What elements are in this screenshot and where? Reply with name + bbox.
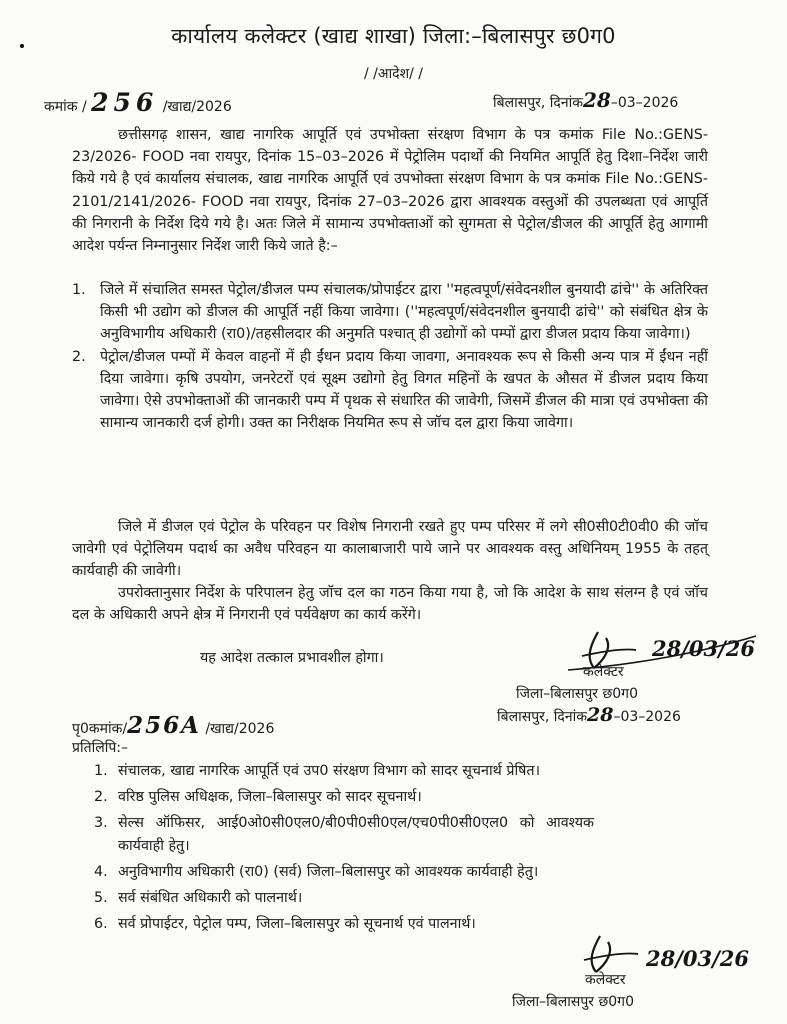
order-date-prefix: बिलासपुर, दिनांक [493,95,583,111]
directive-item [72,279,708,346]
copy-to-text: सेल्स ऑफिसर, आई0ओ0सी0एल0/बी0पी0सी0एल/एच0पी0सी0एल0 को आवश्यक कार्यवाही हेतु। [118,815,594,854]
order-number-line: कमांक / 256 /खाद्य/2026 [44,88,232,117]
order-date-day-handwritten: 28 [583,88,611,112]
intro-paragraph [72,124,708,257]
directive-list [72,279,708,434]
copy-to-item [94,812,694,856]
directive-text: पेट्रोल/डीजल पम्पों में केवल वाहनों में ही ईंधन प्रदाय किया जावगा, अनावश्यक रूप से किसी अन्य पात्र में ईंधन नहीं दिया जावेगा। कृषि उपयोग, जनरेटरों एवं सूक्ष्म उद्योगो हेतु विगत महिनों के खपत के औसत में डीजल प्रदाय किया जावेगा। ऐसे उपभोक्ताओं की जानकारी पम्प में पृथक से संधारित की जावेगी, जिसमें डीजल की मात्रा एवं उपभोक्ता की सामान्य जानकारी दर्ज होगी। उक्त का निरीक्षक नियमित रूप से जॉच दल द्वारा किया जावेगा। [100,348,708,432]
directive-text: जिले में संचालित समस्त पेट्रोल/डीजल पम्प संचालक/प्रोपाईटर द्वारा ''महत्वपूर्ण/संवेदनशील बुनयादी ढांचे'' के अतिरिक्त किसी भी उद्योग को डीजल की आपूर्ति नहीं किया जावेगा। (''महत्वपूर्ण/संवेदनशील बुनयादी ढांचे'' को संबंधित क्षेत्र के अनुविभागीय अधिकारी (रा0)/तहसीलदार की अनुमति पश्चात् ही उद्योगों को पम्पों द्वारा डीजल प्रदाय किया जावेगा।) [100,282,708,343]
office-title: कार्यालय कलेक्टर (खाद्य शाखा) जिला:–बिलासपुर छ0ग0 [171,24,616,48]
order-number-handwritten: 256 [91,88,159,117]
order-number-suffix: /खाद्य/2026 [162,99,232,115]
endorsement-number-line [72,712,274,739]
directive-number: 2. [72,348,86,365]
copy-to-number: 1. [94,763,108,779]
order-date-suffix: –03–2026 [610,95,679,111]
signature-2-handwritten-date: 28/03/26 [646,946,750,971]
copy-to-text: सर्व प्रोपाईटर, पेट्रोल पम्प, जिला–बिलासपुर को सूचनार्थ एवं पालनार्थ। [118,916,476,933]
signature-2-designation: कलेक्टर [585,972,626,988]
copy-to-number: 5. [94,890,108,907]
endorsement-date-line [497,704,681,726]
endorsement-date-day-handwritten: 28 [587,704,614,726]
copy-to-list [94,760,694,939]
copy-to-text: वरिष्ठ पुलिस अधिक्षक, जिला–बिलासपुर को सादर सूचनार्थ। [118,789,422,806]
order-date-line [493,88,678,112]
signature-1-handwritten-date: 28/03/26 [652,636,756,661]
intro-paragraph-text: छत्तीसगढ़ शासन, खाद्य नागरिक आपूर्ति एवं उपभोक्ता संरक्षण विभाग के पत्र कमांक File No.:GENS-23/2026- FOOD नवा रायपुर, दिनांक 15–03–2026 में पेट्रोलिम पदार्थो की नियमित आपूर्ति हेतु दिशा–निर्देश जारी किये गये है एवं कार्यालय संचालक, खाद्य नागरिक आपूर्ति एवं उपभोक्ता संरक्षण विभाग के पत्र कमांक File No.:GENS-2101/2141/2026- FOOD नवा रायपुर, दिनांक 27–03–2026 द्वारा आवश्यक वस्तुओं की उपलब्धता एवं आपूर्ति की निगरानी के निर्देश दिये गये है। अतः जिले में सामान्य उपभोक्ताओं को सुगमता से पेट्रोल/डीजल की आपूर्ति हेतु आगामी आदेश पर्यन्त निम्नानुसार निर्देश जारी किये जाते है:– [72,127,708,255]
copy-to-item [94,760,694,782]
inspection-team-paragraph-text: उपरोक्तानुसार निर्देश के परिपालन हेतु जॉच दल का गठन किया गया है, जो कि आदेश के साथ संलग्न है एवं जॉच दल के अधिकारी अपने क्षेत्र में निगरानी एवं पर्यवेक्षण का कार्य करेंगे। [72,585,708,624]
surveillance-paragraph [72,516,708,583]
directive-item [72,346,708,435]
endorsement-number-handwritten: 256A [127,712,201,739]
signature-1-designation: कलेक्टर [583,664,624,680]
copy-to-text: संचालक, खाद्य नागरिक आपूर्ति एवं उप0 संरक्षण विभाग को सादर सूचनार्थ प्रेषित। [118,763,540,779]
copy-to-item [94,786,694,808]
endorsement-number-suffix: /खाद्य/2026 [205,721,275,737]
effective-statement: यह आदेश तत्काल प्रभावशील होगा। [200,650,384,666]
inspection-team-paragraph [72,582,708,626]
order-heading: / /आदेश/ / [363,66,424,82]
surveillance-paragraph-text: जिले में डीजल एवं पेट्रोल के परिवहन पर विशेष निगरानी रखते हुए पम्प परिसर में लगे सी0सी0टी0वी0 की जॉच जावेगी एवं पेट्रोलियम पदार्थ का अवैध परिवहन या कालाबाजारी पाये जाने पर आवश्यक वस्तु अधिनियम् 1955 के तहत् कार्यवाही की जावेगी। [72,519,708,580]
signature-1-district: जिला–बिलासपुर छ0ग0 [516,686,638,702]
copy-to-text: सर्व संबंधित अधिकारी को पालनार्थ। [118,890,303,907]
copy-to-number: 3. [94,815,108,832]
copy-to-text: अनुविभागीय अधिकारी (रा0) (सर्व) जिला–बिलासपुर को आवश्यक कार्यवाही हेतु। [118,863,539,880]
copy-to-number: 6. [94,916,108,933]
order-number-prefix: कमांक [44,99,78,115]
endorsement-date-suffix: –03–2026 [613,709,681,725]
copy-to-item [94,887,694,909]
copy-to-item [94,861,694,883]
signature-2-district: जिला–बिलासपुर छ0ग0 [512,994,634,1010]
copy-to-number: 4. [94,863,108,880]
endorsement-date-prefix: बिलासपुर, दिनांक [497,709,587,725]
copy-to-heading: प्रतिलिपि:– [72,740,128,756]
directive-number: 1. [72,282,86,298]
copy-to-number: 2. [94,789,108,806]
endorsement-number-prefix: पृ0कमांक/ [72,721,128,737]
